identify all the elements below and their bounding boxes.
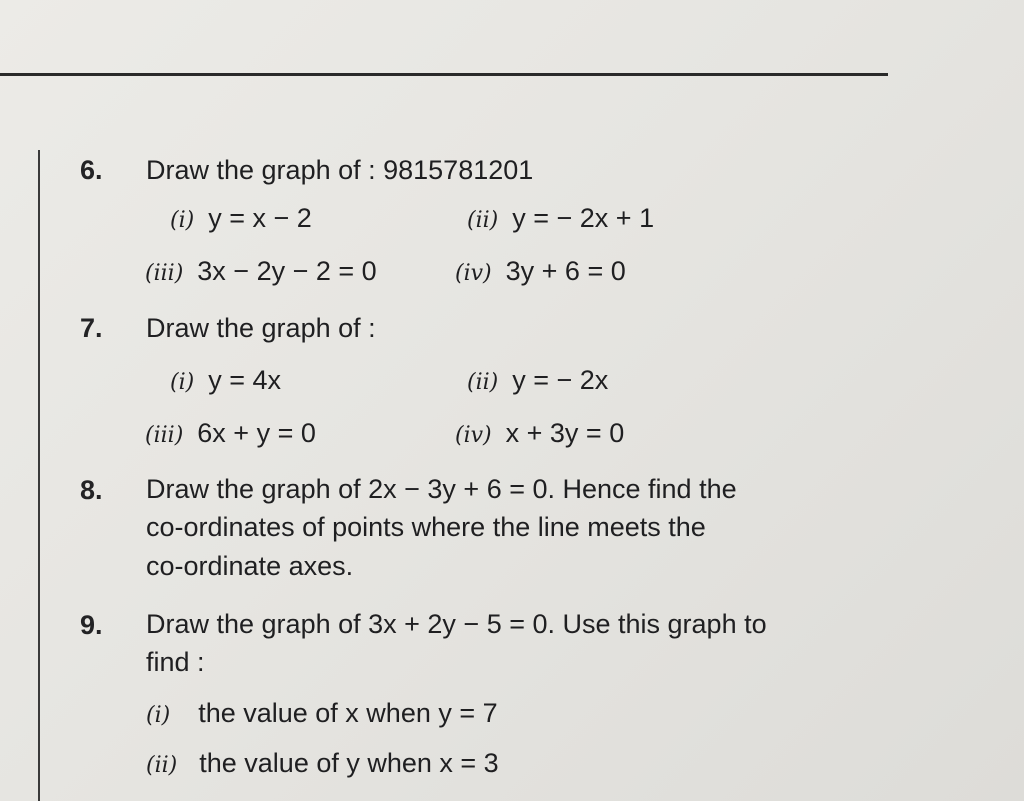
part-label: (ii) — [467, 208, 499, 233]
question-number: 6. — [80, 155, 103, 185]
question-part — [170, 365, 281, 396]
part-expression: 6x + y = 0 — [197, 418, 316, 448]
question-text-line: co-ordinate axes. — [146, 551, 354, 581]
question-number: 8. — [80, 475, 103, 505]
question-part — [467, 203, 654, 234]
question-text-line: find : — [146, 647, 205, 677]
question-part — [145, 256, 377, 287]
part-label: (i) — [170, 370, 195, 395]
part-expression: y = 4x — [208, 365, 281, 395]
part-expression: the value of x when y = 7 — [198, 698, 498, 728]
question-part — [146, 748, 499, 779]
question-number: 7. — [80, 313, 103, 343]
question-part — [467, 365, 608, 396]
question-part — [455, 256, 626, 287]
question-text-line: Draw the graph of 3x + 2y − 5 = 0. Use this graph to — [146, 609, 767, 639]
question-part — [146, 698, 498, 729]
part-expression: y = − 2x + 1 — [512, 203, 655, 233]
top-rule — [0, 73, 888, 76]
question-number: 9. — [80, 610, 103, 640]
question-text-line: Draw the graph of 2x − 3y + 6 = 0. Hence find the — [146, 474, 737, 504]
part-expression: x + 3y = 0 — [505, 418, 625, 448]
part-expression: y = x − 2 — [208, 203, 312, 233]
part-expression: 3x − 2y − 2 = 0 — [197, 256, 377, 286]
part-label: (i) — [170, 208, 195, 233]
question-part — [170, 203, 312, 234]
part-expression: the value of y when x = 3 — [199, 748, 499, 778]
question-text: Draw the graph of : — [146, 313, 376, 343]
part-expression: y = − 2x — [512, 365, 609, 395]
part-label: (iv) — [455, 261, 492, 286]
question-part — [145, 418, 316, 449]
part-label: (iii) — [145, 261, 184, 286]
part-label: (iv) — [455, 423, 492, 448]
margin-line — [38, 150, 40, 801]
part-label: (i) — [146, 703, 171, 728]
question-text-line: co-ordinates of points where the line meets the — [146, 512, 706, 542]
question-text: Draw the graph of : 9815781201 — [146, 155, 534, 185]
part-label: (ii) — [146, 753, 178, 778]
question-part — [455, 418, 624, 449]
part-label: (iii) — [145, 423, 184, 448]
part-expression: 3y + 6 = 0 — [505, 256, 626, 286]
part-label: (ii) — [467, 370, 499, 395]
